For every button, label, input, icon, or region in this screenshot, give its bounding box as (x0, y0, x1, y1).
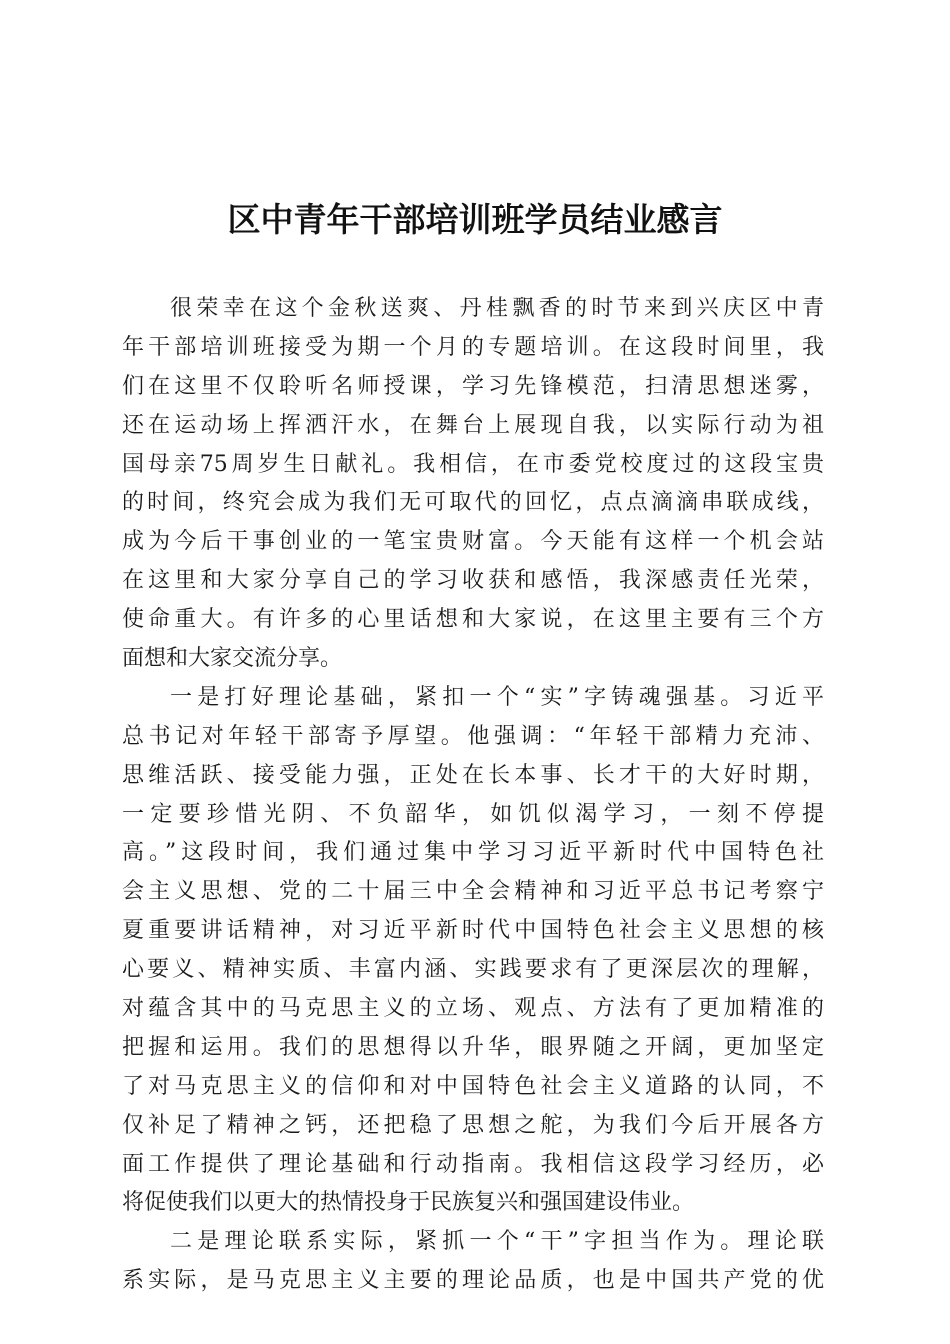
paragraph-2-line: 会主义思想、党的二十届三中全会精神和习近平总书记考察宁 (122, 879, 824, 905)
paragraph-2-line: 把握和运用。我们的思想得以升华，眼界随之开阔，更加坚定 (122, 1034, 824, 1060)
paragraph-2-line: 将促使我们以更大的热情投身于民族复兴和强国建设伟业。 (122, 1190, 695, 1216)
paragraph-2-line: 夏重要讲话精神，对习近平新时代中国特色社会主义思想的核 (122, 918, 824, 944)
paragraph-1-line: 的时间，终究会成为我们无可取代的回忆，点点滴滴串联成线， (122, 490, 824, 516)
paragraph-1-line: 使命重大。有许多的心里话想和大家说，在这里主要有三个方 (122, 607, 824, 633)
paragraph-2-line: 仅补足了精神之钙，还把稳了思想之舵，为我们今后开展各方 (122, 1112, 824, 1138)
paragraph-2-line: 对蕴含其中的马克思主义的立场、观点、方法有了更加精准的 (122, 996, 824, 1022)
paragraph-1-line: 们在这里不仅聆听名师授课，学习先锋模范，扫清思想迷雾， (122, 373, 824, 399)
document-body (122, 290, 824, 1301)
paragraph-2-line: 高。”这段时间，我们通过集中学习习近平新时代中国特色社 (122, 840, 824, 866)
paragraph-2-line: 一定要珍惜光阴、不负韶华，如饥似渴学习，一刻不停提 (122, 801, 824, 827)
paragraph-2-line: 面工作提供了理论基础和行动指南。我相信这段学习经历，必 (122, 1151, 824, 1177)
paragraph-1-line: 成为今后干事创业的一笔宝贵财富。今天能有这样一个机会站 (122, 529, 824, 555)
paragraph-1-line: 在这里和大家分享自己的学习收获和感悟，我深感责任光荣， (122, 568, 824, 594)
paragraph-3-line: 二是理论联系实际，紧抓一个“干”字担当作为。理论联 (170, 1229, 824, 1255)
paragraph-1-line: 面想和大家交流分享。 (122, 646, 343, 672)
paragraph-2-line: 一是打好理论基础，紧扣一个“实”字铸魂强基。习近平 (170, 684, 824, 710)
paragraph-1-line: 很荣幸在这个金秋送爽、丹桂飘香的时节来到兴庆区中青 (170, 296, 824, 321)
paragraph-1-line: 年干部培训班接受为期一个月的专题培训。在这段时间里，我 (122, 334, 824, 360)
paragraph-2-line: 了对马克思主义的信仰和对中国特色社会主义道路的认同，不 (122, 1073, 824, 1099)
paragraph-1-line: 还在运动场上挥洒汗水，在舞台上展现自我，以实际行动为祖 (122, 412, 824, 438)
paragraph-2-line: 总书记对年轻干部寄予厚望。他强调：“年轻干部精力充沛、 (122, 723, 824, 749)
document-title: 区中青年干部培训班学员结业感言 (227, 200, 723, 239)
paragraph-2-line: 思维活跃、接受能力强，正处在长本事、长才干的大好时期， (122, 762, 824, 788)
paragraph-2-line: 心要义、精神实质、丰富内涵、实践要求有了更深层次的理解， (122, 957, 824, 983)
paragraph-3-line: 系实际，是马克思主义主要的理论品质，也是中国共产党的优 (122, 1268, 824, 1294)
paragraph-1-line: 国母亲75周岁生日献礼。我相信，在市委党校度过的这段宝贵 (122, 451, 824, 477)
